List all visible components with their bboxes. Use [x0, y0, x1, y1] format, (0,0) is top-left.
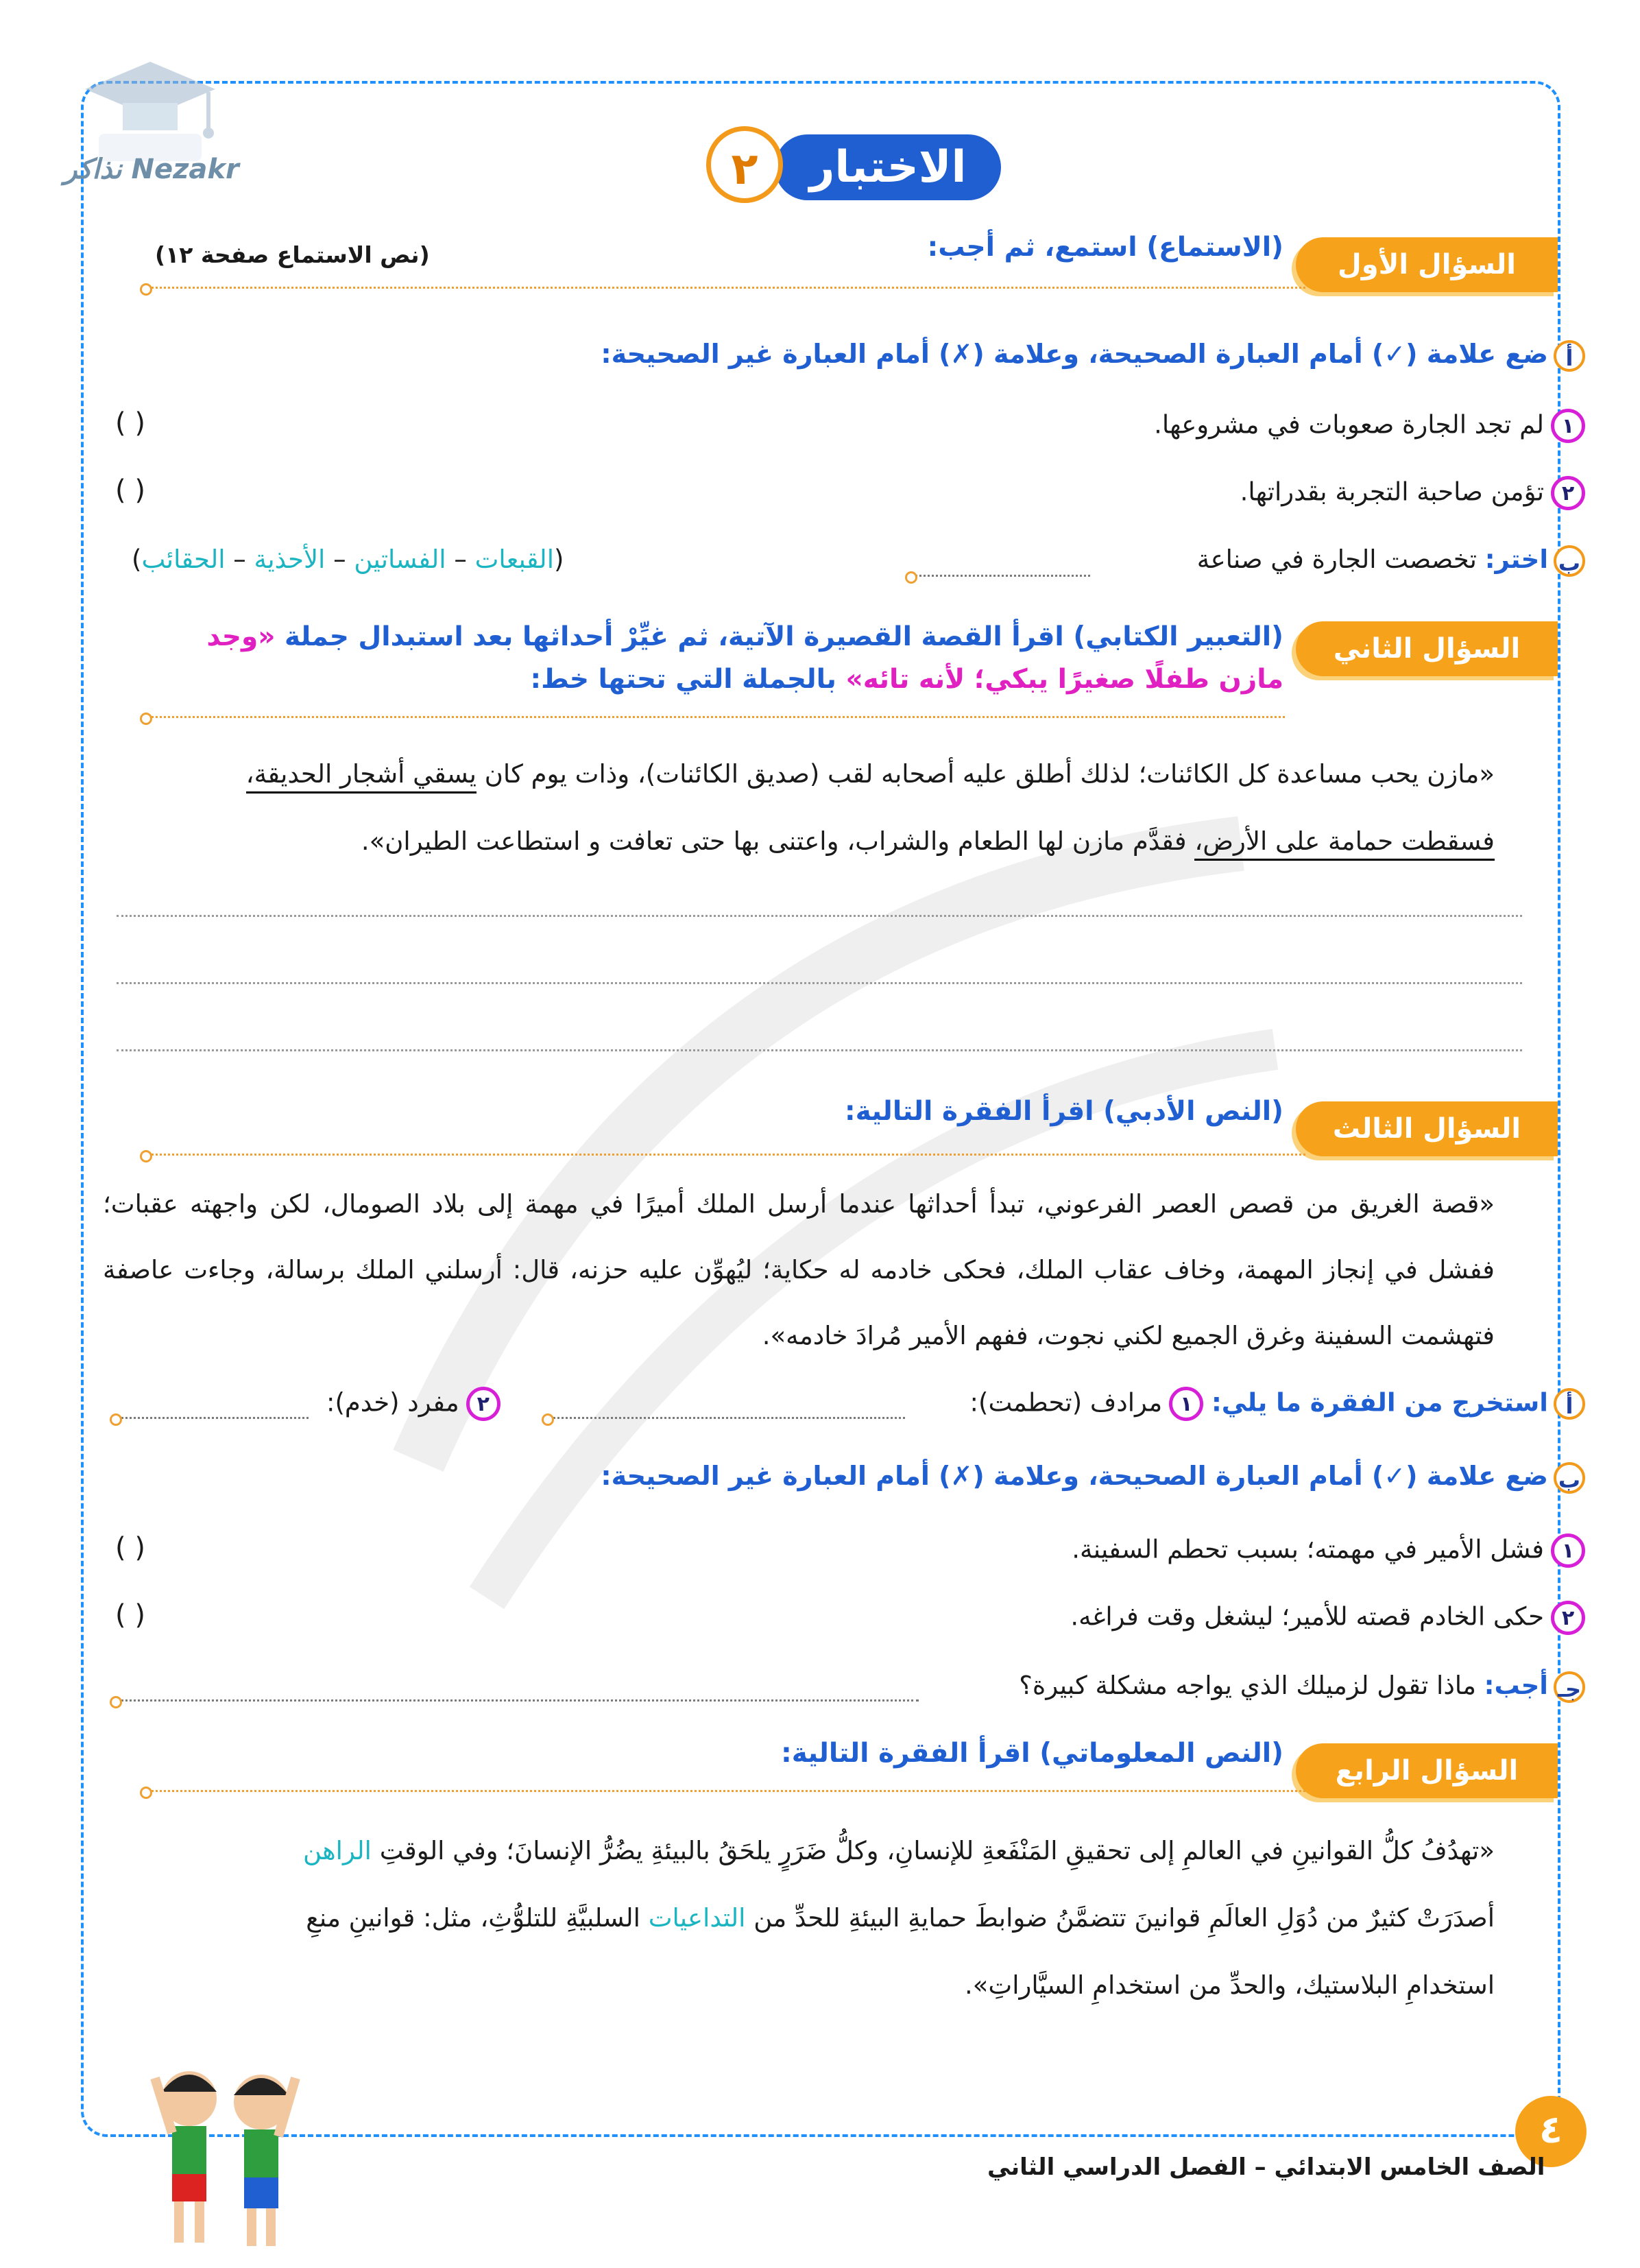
q1-a-item-2: ٢تؤمن صاحبة التجربة بقدراتها. — [1240, 476, 1585, 510]
q1-b-options: (القبعات – الفساتين – الأحذية – الحقائب) — [132, 545, 564, 574]
exam-title-label: الاختبار — [775, 134, 1001, 200]
q4-highlight-repercussions: التداعيات — [648, 1903, 746, 1933]
children-illustration — [134, 2051, 313, 2256]
q3-a-letter: أ — [1554, 1388, 1585, 1420]
q3-c-letter: جـ — [1554, 1671, 1585, 1703]
q4-heading: (النص المعلوماتي) اقرأ الفقرة التالية: — [781, 1738, 1283, 1769]
page-number-badge: ٤ — [1515, 2096, 1587, 2167]
q2-answer-line-3[interactable] — [117, 1049, 1522, 1051]
logo-text: Nezakr نذاكر — [64, 154, 239, 185]
q2-answer-line-1[interactable] — [117, 915, 1522, 917]
q3-tab: السؤال الثالث — [1296, 1101, 1558, 1156]
q2-divider — [147, 716, 1285, 718]
q3-a-answer-2-line[interactable] — [117, 1417, 309, 1419]
q3-b-item-1: ١فشل الأمير في مهمته؛ بسبب تحطم السفينة. — [1072, 1533, 1585, 1568]
q2-heading: (التعبير الكتابي) اقرأ القصة القصيرة الآتية، ثم غيِّرْ أحداثها بعد استبدال جملة «وجد مازن طفلًا صغيرًا يبكي؛ لأنه تائه» بالجملة التي تحتها خط: — [206, 621, 1283, 695]
q1-tab: السؤال الأول — [1296, 237, 1558, 292]
q1-a-item-1: ١لم تجد الجارة صعوبات في مشروعها. — [1154, 409, 1585, 443]
q1-b-choose: باختر: تخصصت الجارة في صناعة — [1197, 545, 1585, 577]
q3-c-answer-line[interactable] — [117, 1699, 919, 1702]
q2-underlined-sentence-2: فسقطت حمامة على الأرض، — [1194, 826, 1495, 861]
footer-grade-term: الصف الخامس الابتدائي – الفصل الدراسي الثاني — [987, 2153, 1545, 2181]
q1-a-letter: أ — [1554, 340, 1585, 372]
q1-listening-note: (نص الاستماع صفحة ١٢) — [155, 241, 430, 268]
q1-heading: (الاستماع) استمع، ثم أجب: — [927, 232, 1283, 263]
exam-number-badge: ٢ — [706, 126, 783, 203]
option-hats[interactable]: القبعات — [474, 545, 554, 574]
q1-b-answer-line[interactable] — [912, 575, 1090, 577]
exam-title — [706, 126, 1001, 208]
q1-divider — [147, 287, 1305, 289]
q1-a-instruction: أضع علامة (✓) أمام العبارة الصحيحة، وعلامة (✗) أمام العبارة غير الصحيحة: — [601, 339, 1585, 372]
q2-tab: السؤال الثاني — [1296, 621, 1558, 676]
q1-b-letter: ب — [1554, 545, 1585, 577]
q4-paragraph: «تهدُفُ كلُّ القوانينِ في العالمِ إلى تحقيقِ المَنْفَعةِ للإنسانِ، وكلُّ ضَرَرٍ يلحَقُ بالبيئةِ يضُرُّ الإنسانَ؛ وفي الوقتِ الراهن أصدَرَتْ كثيرٌ من دُوَلِ العالَمِ قوانينَ تتضمَّنُ ضوابطَ حمايةِ البيئةِ للحدِّ من التداعيات السلبيَّةِ للتلوُّثِ، مثل: قوانينِ منعِ استخدامِ البلاستيك، والحدِّ من استخدامِ السيَّاراتِ». — [303, 1836, 1495, 2000]
q3-c-question: جـأجب: ماذا تقول لزميلك الذي يواجه مشكلة كبيرة؟ — [1019, 1671, 1585, 1703]
q3-b-item-2-answer-box[interactable]: ( ) — [115, 1599, 145, 1631]
q3-a-answer-1-line[interactable] — [548, 1417, 905, 1419]
q2-underlined-sentence-1: يسقي أشجار الحديقة، — [246, 759, 477, 793]
q3-b-instruction: بضع علامة (✓) أمام العبارة الصحيحة، وعلامة (✗) أمام العبارة غير الصحيحة: — [601, 1461, 1585, 1494]
q1-a-item-1-answer-box[interactable]: ( ) — [115, 407, 145, 439]
option-dresses[interactable]: الفساتين — [354, 545, 446, 574]
q3-heading: (النص الأدبي) اقرأ الفقرة التالية: — [845, 1096, 1283, 1127]
q3-paragraph: «قصة الغريق من قصص العصر الفرعوني، تبدأ أحداثها عندما أرسل الملك أميرًا في مهمة إلى بلاد الصومال، لكن واجهته عقبات؛ ففشل في إنجاز المهمة، وخاف عقاب الملك، فحكى خادمه له حكاية؛ ليُهوِّن عليه حزنه، قال: أرسلني الملك برسالة، وجاءت عاصفة فتهشمت السفينة وغرق الجميع لكني نجوت، ففهم الأمير مُرادَ خادمه». — [103, 1189, 1495, 1350]
q1-a-item-2-answer-box[interactable]: ( ) — [115, 475, 145, 506]
q3-divider — [147, 1154, 1305, 1156]
q1-a-item-1-num: ١ — [1551, 409, 1585, 443]
q3-a-extract: أاستخرج من الفقرة ما يلي: ١مرادف (تحطمت): — [970, 1387, 1585, 1421]
q2-answer-line-2[interactable] — [117, 982, 1522, 984]
option-bags[interactable]: الحقائب — [141, 545, 226, 574]
q1-a-item-2-num: ٢ — [1551, 476, 1585, 510]
q3-b-item-2: ٢حكى الخادم قصته للأمير؛ ليشغل وقت فراغه. — [1070, 1601, 1585, 1635]
q4-tab: السؤال الرابع — [1296, 1743, 1558, 1798]
option-shoes[interactable]: الأحذية — [254, 545, 326, 574]
q4-highlight-current: الراهن — [303, 1836, 372, 1865]
q3-b-letter: ب — [1554, 1462, 1585, 1494]
q3-a-item-2: ٢مفرد (خدم): — [326, 1387, 501, 1421]
q2-story: «مازن يحب مساعدة كل الكائنات؛ لذلك أطلق عليه أصحابه لقب (صديق الكائنات)، وذات يوم كان يسقي أشجار الحديقة، فسقطت حمامة على الأرض، فقدَّم مازن لها الطعام والشراب، واعتنى بها حتى تعافت و استطاعت الطيران». — [103, 741, 1495, 875]
q3-b-item-1-answer-box[interactable]: ( ) — [115, 1532, 145, 1564]
q4-divider — [147, 1790, 1305, 1792]
